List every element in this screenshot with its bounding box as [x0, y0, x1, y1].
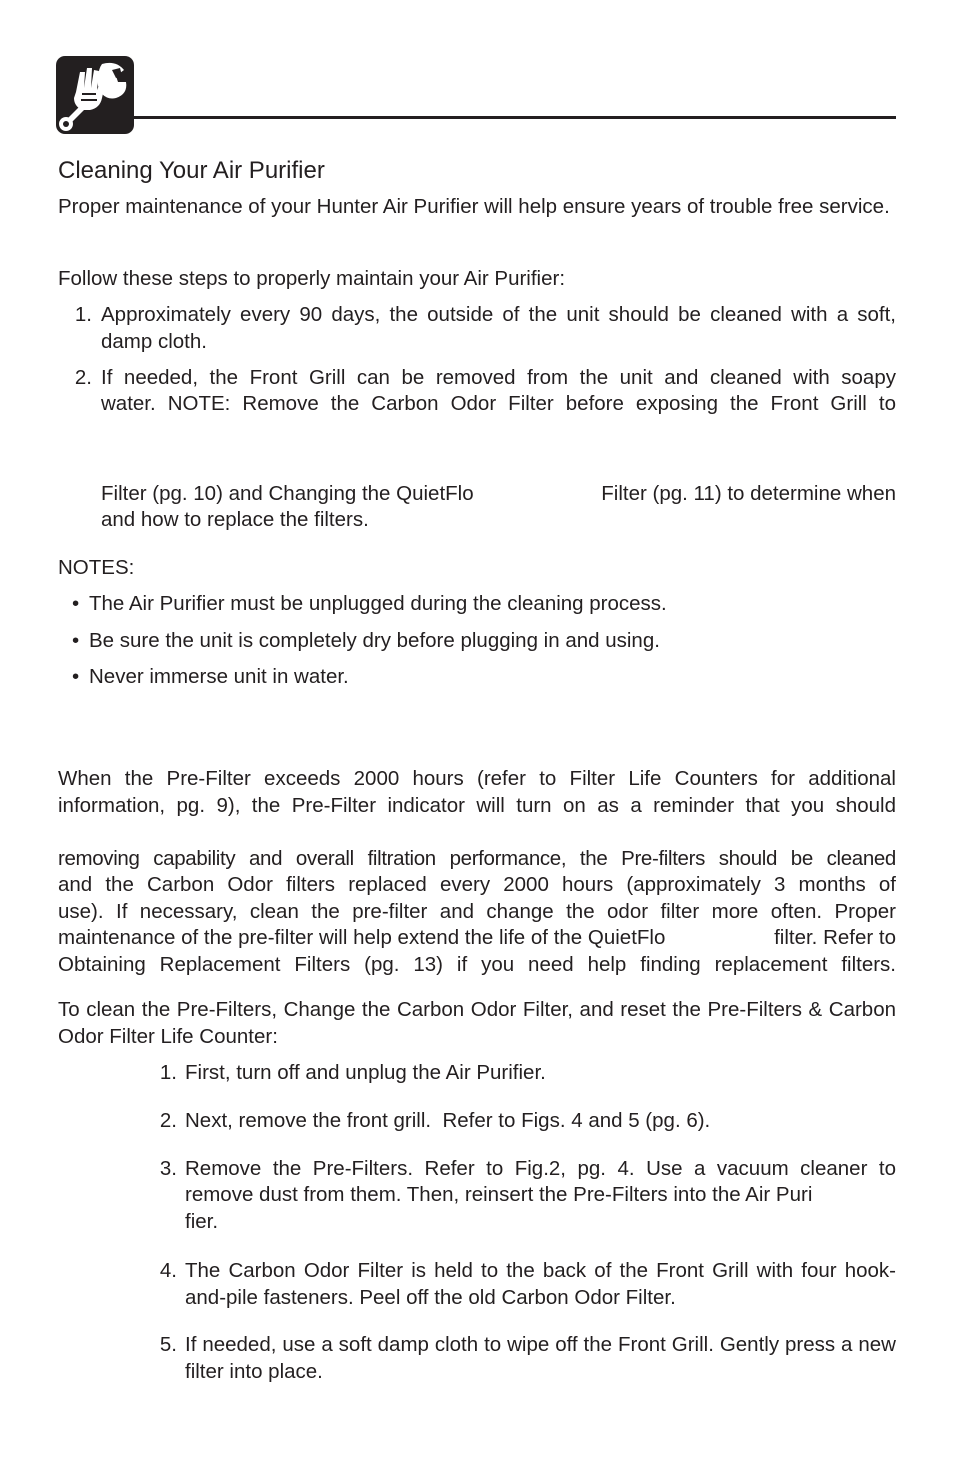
step-text-fragment: Filter (pg. 10) and Changing the QuietFlo — [101, 482, 474, 505]
bullet-marker: • — [72, 592, 80, 615]
step-number: 5. — [159, 1333, 177, 1356]
step-text-line: water. NOTE: Remove the Carbon Odor Filter before exposing the Front Grill to — [101, 392, 896, 415]
step-number: 1. — [159, 1061, 177, 1084]
steps-intro: Follow these steps to properly maintain your Air Purifier: — [58, 267, 566, 290]
step-number: 1. — [74, 303, 92, 326]
prefilter-line: Obtaining Replacement Filters (pg. 13) if you need help finding replacement filters. — [58, 953, 896, 976]
prefilter-line-fragment: filter. Refer to — [774, 926, 896, 949]
prefilter-line: use). If necessary, clean the pre-filter and change the odor filter more often. Proper — [58, 900, 896, 923]
note-item: Never immerse unit in water. — [89, 665, 349, 688]
maintenance-icon-box — [56, 56, 134, 134]
step-text: Next, remove the front grill. Refer to Figs. 4 and 5 (pg. 6). — [185, 1109, 711, 1132]
step-text-line: remove dust from them. Then, reinsert the Pre-Filters into the Air Puri — [185, 1183, 813, 1206]
prefilter-line-fragment: maintenance of the pre-filter will help extend the life of the QuietFlo — [58, 926, 666, 949]
notes-label: NOTES: — [58, 556, 135, 579]
prefilter-line: When the Pre-Filter exceeds 2000 hours (refer to Filter Life Counters for additional — [58, 767, 896, 790]
step-text: If needed, use a soft damp cloth to wipe off the Front Grill. Gently press a new filter into place. — [185, 1333, 896, 1383]
procedure-intro: To clean the Pre-Filters, Change the Carbon Odor Filter, and reset the Pre-Filters & Carbon Odor Filter Life Counter: — [58, 998, 896, 1048]
intro-paragraph: Proper maintenance of your Hunter Air Purifier will help ensure years of trouble free service. — [58, 195, 890, 218]
step-text-fragment: and how to replace the filters. — [101, 508, 369, 531]
step-text-line: fier. — [185, 1210, 219, 1233]
step-text: First, turn off and unplug the Air Purifier. — [185, 1061, 546, 1084]
prefilter-line: information, pg. 9), the Pre-Filter indicator will turn on as a reminder that you should — [58, 794, 896, 817]
step-text-line: If needed, the Front Grill can be removed from the unit and cleaned with soapy — [101, 366, 896, 389]
wrench-hand-icon — [56, 56, 134, 134]
prefilter-line: and the Carbon Odor filters replaced every 2000 hours (approximately 3 months of — [58, 873, 896, 896]
step-number: 2. — [159, 1109, 177, 1132]
note-item: The Air Purifier must be unplugged during the cleaning process. — [89, 592, 667, 615]
step-text-line: Remove the Pre-Filters. Refer to Fig.2, pg. 4. Use a vacuum cleaner to — [185, 1157, 896, 1180]
bullet-marker: • — [72, 629, 80, 652]
step-number: 3. — [159, 1157, 177, 1180]
section-title: Cleaning Your Air Purifier — [58, 157, 325, 184]
bullet-marker: • — [72, 665, 80, 688]
step-text-fragment: Filter (pg. 11) to determine when — [601, 482, 896, 505]
step-text: The Carbon Odor Filter is held to the back of the Front Grill with four hook-and-pile fasteners. Peel off the old Carbon Odor Filter. — [185, 1259, 896, 1309]
header-rule — [130, 116, 896, 119]
step-number: 4. — [159, 1259, 177, 1282]
prefilter-line: removing capability and overall filtration performance, the Pre-filters should be cleaned — [58, 847, 896, 870]
step-number: 2. — [74, 366, 92, 389]
note-item: Be sure the unit is completely dry before plugging in and using. — [89, 629, 660, 652]
step-text: Approximately every 90 days, the outside of the unit should be cleaned with a soft, damp cloth. — [101, 303, 896, 353]
